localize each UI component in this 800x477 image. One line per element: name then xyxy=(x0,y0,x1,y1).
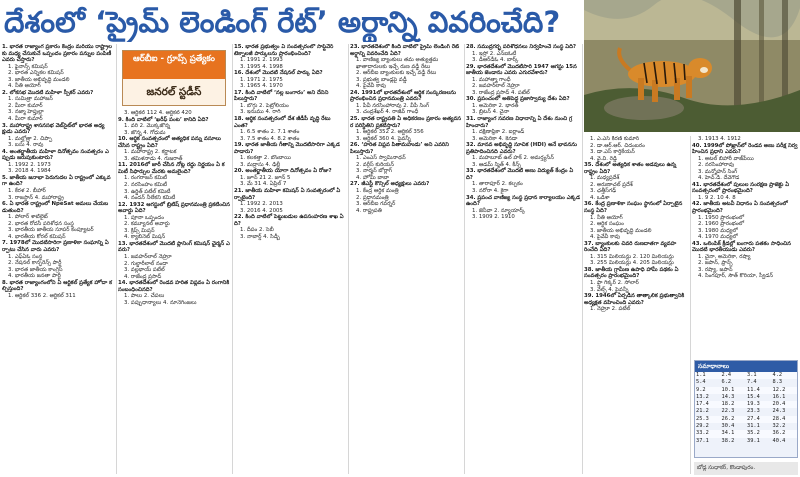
option-text: 1. ఎంఎస్ స్వామినాథన్ xyxy=(356,155,406,162)
option-text: 2. భారత ఎన్నికల కమిషన్ xyxy=(8,70,64,77)
question-text: 14. భారతదేశంలో రెండవ హరిత విప్లవం ఏ రంగానికి సంబంధించినది? xyxy=(118,280,230,293)
option-text: 3. మద్రాసు 4. ఢిల్లీ xyxy=(240,161,281,168)
question-text: 38. జాతీయ గ్రామీణ ఉపాధి హామీ పథకం ఏ సంవత్సరం ప్రారంభమైంది? xyxy=(584,266,679,280)
option-text: 1. 315 మిలియన్లు 2. 120 మిలియన్లు xyxy=(590,253,674,260)
option-text: 1. కేంద్ర ఆర్థిక మంత్రి xyxy=(356,188,399,195)
option-text: 1. ఫ్లా గిక్కర్ 2. సోలార్ xyxy=(590,280,639,287)
answer-cell: 29.2 xyxy=(696,423,709,430)
question-text: 42. జాతీయ అటవీ విధానం ఏ సంవత్సరంలో ప్రారంభమైంది? xyxy=(692,201,788,215)
option-text: 1. ఆర్టికల్ 336 2. ఆర్టికల్ 311 xyxy=(8,292,76,299)
answer-cell: 8.3 xyxy=(772,379,783,386)
answer-cell: 24.3 xyxy=(772,408,786,415)
answer-cell: 6.2 xyxy=(721,379,732,386)
answer-cell: 35.2 xyxy=(746,430,772,437)
question-text: 15. భారత ప్రభుత్వం ఏ సంవత్సరంలో సాఫ్ట్‌వేర్ టెక్నాలజీ పార్కులను ప్రారంభించింది? xyxy=(234,44,334,57)
question-text: 6. ఏ భారత రాష్ట్రంలో NpeSat అమలు చేయబడుతుంది? xyxy=(2,201,109,214)
option-text: 2. మీరా కుమార్ xyxy=(8,102,43,109)
answer-cell: 32.2 xyxy=(772,423,786,430)
option-text: 3. రాజేంద్ర ప్రసాద్ 4. పటేల్ xyxy=(472,89,530,96)
option-text: 2. నరసింహారావు xyxy=(698,162,735,169)
question-text: 20. అంతర్జాతీయ యోగా దినోత్సవం ఏ రోజు? xyxy=(234,168,332,175)
option-text: 3. 7.5 శాతం 4. 8.2 శాతం xyxy=(240,135,300,142)
option-text: 1. ఎ.ఎస్ కిరణ్ కుమార్ xyxy=(590,136,640,142)
option-text: 1. వాణిజ్య బ్యాంకులు తమ అత్యుత్తమ ఖాతాదారులకు ఇచ్చే రుణ వడ్డీ రేటు xyxy=(356,57,439,70)
option-text: 1. 1991 2. 1993 xyxy=(240,57,283,64)
option-text: 3. నార్మన్ బోర్లాగ్ xyxy=(356,168,393,175)
answer-row xyxy=(695,394,797,401)
option-text: 1. చైనా, అమెరికా, రష్యా xyxy=(698,253,751,260)
option-text: 2. వర్గీస్ కురియన్ xyxy=(356,161,394,168)
option-text: 1. ఇస్రో 2. ఎన్ఐఓటీ xyxy=(472,50,517,57)
option-text: 1. వరి 2. మొక్కజొన్న xyxy=(124,123,171,130)
question-text: 11. 2016లో జారీ చేసిన నోట్ల రద్దు నిర్ణయం ఏ కమిటీ సిఫార్సుల మేరకు అమలైంది? xyxy=(118,162,225,175)
question-column-3 xyxy=(234,44,346,475)
option-text: 4. రాష్ట్రపతి xyxy=(356,207,382,214)
option-text: 3. వేల్స్ 4. పైవన్నీ xyxy=(590,286,629,293)
option-text: 3. నాబార్డ్ 4. సిడ్బీ xyxy=(240,233,280,240)
option-text: 3. అమెరికా 4. కెనడా xyxy=(472,135,518,142)
answer-cell: 13.2 xyxy=(696,393,709,400)
option-text: 2. భారత రోదసీ పరిశోధన సంస్థ xyxy=(8,220,74,227)
option-text: 4. హెచ్.డి. దేవెగౌడ xyxy=(698,175,740,182)
answer-row xyxy=(695,430,797,437)
option-text: 4. భారతీయ జనతా పార్టీ xyxy=(8,273,61,280)
option-text: 2. 1960 ప్రారంభంలో xyxy=(698,221,745,228)
badge-subtitle: జనరల్ స్టడీస్ xyxy=(146,86,202,98)
option-text: 4. 1970 మధ్యలో xyxy=(698,234,738,241)
question-text: 30. ప్రపంచంలో అతిపెద్ద ప్రజాస్వామ్య దేశం ఏది? xyxy=(466,96,570,103)
answer-cell: 16.1 xyxy=(772,393,786,400)
answer-cell: 27.4 xyxy=(746,416,772,423)
answer-cell: 18.2 xyxy=(721,401,747,408)
option-text: 3. క్రిప్స్ మిషన్ xyxy=(124,227,155,234)
answer-row xyxy=(695,423,797,430)
question-text: 13. భారతదేశంలో మొదటి ప్లానింగ్ కమిషన్ ఛైర్మన్ ఎవరు? xyxy=(118,240,230,254)
answer-cell: 5.4 xyxy=(696,379,706,386)
answer-cell: 19.3 xyxy=(746,401,772,408)
option-text: 4. ఒడిశా xyxy=(590,194,610,201)
question-text: 41. భారతదేశంలో పులుల సంరక్షణ ప్రాజెక్టు ఏ సంవత్సరంలో ప్రారంభమైంది? xyxy=(692,181,790,195)
option-text: 2. డా.ఆర్.ఆర్. చిదంబరం xyxy=(590,142,645,149)
question-text: 22. కింది వాటిలో పెట్టుబడుల ఉపసంహరణ శాఖ ఏది? xyxy=(234,214,344,227)
answer-cell: 40.4 xyxy=(772,437,786,444)
answer-row xyxy=(695,387,797,394)
question-text: 27. జీఎస్టీ కౌన్సిల్ అధ్యక్షులు ఎవరు? xyxy=(350,181,430,188)
option-text: 3. బ్రిటన్ 4. చైనా xyxy=(472,109,510,116)
question-text: 33. భారతదేశంలో మొదటి అణు విద్యుత్ కేంద్రం ఏది? xyxy=(466,168,574,181)
option-text: 1. పూనా ఒప్పందం xyxy=(124,214,164,221)
answer-cell: 15.4 xyxy=(747,393,760,400)
question-text: 31. రాజ్యాంగ సవరణ విధానాన్ని ఏ దేశం నుంచి గ్రహించారు? xyxy=(466,116,573,129)
question-text: 40. 1999లో పోఖ్రాన్‌లో రెండవ అణు పరీక్ష నిర్వహించిన ప్రధాని ఎవరు? xyxy=(692,142,798,156)
option-text: 4. నీతి ఆయోగ్ xyxy=(8,83,41,90)
option-text: 3. ఉర్జిత్ పటేల్ కమిటీ xyxy=(124,188,171,195)
question-text: 2. లోకసభ మొదటి మహిళా స్పీకర్ ఎవరు? xyxy=(2,89,94,96)
option-text: 3. భారతీయ జాతీయ సూపర్ కంప్యూటర్ xyxy=(8,227,94,234)
question-text: 9. కింది వాటిలో ‘ఖరీఫ్ పంట’ కానిది ఏది? xyxy=(118,116,209,123)
answer-cell: 33.2 xyxy=(695,430,721,437)
question-text: 4. అంతర్జాతీయ మహిళా దినోత్సవం సంవత్సరం ఎప్పుడు జరుపుకుంటారు? xyxy=(2,148,109,162)
answer-cell: 1.1 xyxy=(695,372,721,379)
option-text: 3. ఇనుము 4. రాగి xyxy=(240,109,281,116)
option-text: 3. జాతీయ అభివృద్ధి మండలి xyxy=(590,227,652,234)
option-text: 3. జాతీయ అభివృద్ధి మండలి xyxy=(8,76,70,83)
answer-key-table xyxy=(695,372,797,445)
answer-key-box xyxy=(694,360,798,458)
option-text: 1. 9 2. 10 4. 8 xyxy=(698,194,736,201)
question-column-6 xyxy=(584,136,688,475)
answer-cell: 23.3 xyxy=(747,408,760,415)
option-text: 3. మే 31 4. ఏప్రిల్ 7 xyxy=(240,181,287,188)
option-text: 4. నందన్ నీలేకని కమిటీ xyxy=(124,195,176,202)
option-text: 3. రాజస్థాన్ 4. మహారాష్ట్ర xyxy=(8,194,64,201)
question-text: 26. ‘హరిత విప్లవ పితామహుడు’ అని ఎవరిని పిలుస్తారు? xyxy=(350,142,449,155)
answer-row xyxy=(695,401,797,408)
option-text: 3. నరోరా 4. కైగా xyxy=(472,188,509,195)
question-text: 8. భారత రాజ్యాంగంలోని ఏ ఆర్టికల్ ప్రత్యేక హోదా కల్పిస్తుంది? xyxy=(2,279,112,293)
option-text: 3. ప్రభుత్వ బాండ్లపై వడ్డీ xyxy=(356,76,407,83)
answer-cell: 30.4 xyxy=(721,423,735,430)
answer-cell: 12.2 xyxy=(772,387,798,394)
answer-cell: 36.2 xyxy=(772,430,798,437)
question-text: 25. భారత రాష్ట్రపతి ఏ అధికరణం ప్రకారం అత్యవసర పరిస్థితిని ప్రకటిస్తారు? xyxy=(350,116,462,129)
column-divider xyxy=(464,44,465,474)
answer-row xyxy=(695,416,797,423)
option-text: 3. ఆర్టికల్ 112 4. ఆర్టికల్ 420 xyxy=(124,110,192,116)
option-text: 2. ఆర్థిక సంఘం xyxy=(590,221,624,228)
page-headline: దేశంలో ‘ప్రైమ్ లెండింగ్ రేట్’ అర్థాన్ని వివరించేది? xyxy=(4,5,561,39)
option-text: 3. పప్పుధాన్యాలు 4. నూనెగింజలు xyxy=(124,299,197,306)
option-text: 1. దక్షిణాఫ్రికా 2. ఐర్లాండ్ xyxy=(472,129,525,136)
column-divider xyxy=(582,44,583,474)
option-text: 4. వై.వి. రెడ్డి xyxy=(590,155,617,162)
option-text: 3. 255 మిలియన్లు 4. 205 మిలియన్లు xyxy=(590,260,674,267)
option-text: 3. ఆడమ్ స్మిత్ 4. కీన్స్ xyxy=(472,161,521,168)
tiger-photo xyxy=(584,0,800,132)
option-text: 1. సుమిత్రా మహాజన్ xyxy=(8,96,53,103)
option-text: 1. ఫైనాన్స్ కమిషన్ xyxy=(8,63,48,70)
answer-cell: 10.1 xyxy=(721,387,747,394)
option-text: 3. 2016 4. 2005 xyxy=(240,207,283,214)
option-text: 1. అటల్ బిహారీ వాజ్‌పేయి xyxy=(698,155,754,162)
option-text: 3. బసు 4. రావు xyxy=(8,142,44,149)
question-text: 21. జాతీయ మహిళా కమిషన్ ఏ సంవత్సరంలో ఏర్పాటైంది? xyxy=(234,188,341,201)
option-text: 1. జవహర్‌లాల్ నెహ్రూ xyxy=(124,254,172,261)
column-divider xyxy=(348,44,349,474)
option-text: 1. నీతి ఆయోగ్ xyxy=(590,214,623,221)
answer-cell: 39.1 xyxy=(747,437,760,444)
option-text: 4. భారతీయ కోరల్ కమిషన్ xyxy=(8,233,66,240)
option-text: 4. పైవేవీ కావు xyxy=(590,234,620,241)
question-text: 36. కేంద్ర ప్రణాళికా సంఘం స్థానంలో ఏర్పాటైన సంస్థ ఏది? xyxy=(584,201,683,215)
option-text: 1. అమెరికా 2. భారత్ xyxy=(472,102,519,109)
answer-cell: 2.4 xyxy=(721,372,747,379)
question-text: 43. ఒలింపిక్ క్రీడల్లో బంగారు పతకం సాధించిన మొదటి భారతీయుడు ఎవరు? xyxy=(692,240,791,254)
column-divider xyxy=(690,136,691,474)
option-text: 1. తారాపూర్ 2. కల్పకం xyxy=(472,181,523,188)
answer-cell: 38.2 xyxy=(721,437,735,444)
option-text: 4. సింగపూర్, సౌత్ కొరియా, స్వీడన్ xyxy=(698,273,774,280)
option-text: 1. పీవీ నరసింహారావు 2. వీపీ సింగ్ xyxy=(356,102,430,109)
option-text: 1. పోలార్ శాటిలైట్ xyxy=(8,214,48,221)
option-text: 4. పైవేవీ కావు xyxy=(356,83,386,90)
question-text: 3. మహారాష్ట్ర శాసనసభ వెబ్‌సైట్‌లో భారత అధ్యక్షుడు ఎవరు? xyxy=(2,122,105,136)
option-text: 2. అరుణాచల్ ప్రదేశ్ xyxy=(590,181,633,188)
option-text: 2. కమ్యూనల్ అవార్డు xyxy=(124,221,170,228)
answer-cell: 31.1 xyxy=(747,423,760,430)
answer-cell: 7.4 xyxy=(747,379,757,386)
option-text: 1. నెహ్రూ 2. పటేల్ xyxy=(590,306,631,313)
answer-cell: 17.4 xyxy=(695,401,721,408)
question-text: 17. కింది వాటిలో ‘నల్ల బంగారం’ అని దేనిని పిలుస్తారు? xyxy=(234,89,329,103)
answer-cell: 4.2 xyxy=(772,372,798,379)
option-text: 3. 1913 4. 1912 xyxy=(698,136,741,142)
option-text: 3. ఆర్‌బీఐ గవర్నర్ xyxy=(356,201,396,208)
option-text: 3. 1909 2. 1910 xyxy=(472,214,515,221)
question-text: 34. ప్రపంచ వాణిజ్య సంస్థ ప్రధాన కార్యాలయం ఎక్కడ ఉంది? xyxy=(466,194,580,208)
option-text: 4. రాజేంద్ర ప్రసాద్ xyxy=(124,273,162,280)
question-text: 39. 1946లో ఏర్పడిన తాత్కాలిక ప్రభుత్వానికి అధ్యక్షత వహించింది ఎవరు? xyxy=(584,293,685,306)
question-text: 10. ఆర్థిక సంవత్సరంలో అత్యధిక పన్ను వసూలు చేసిన రాష్ట్రం ఏది? xyxy=(118,136,221,149)
answer-cell: 25.3 xyxy=(695,416,721,423)
column-divider xyxy=(232,44,233,474)
question-text: 7. 1978లో మొదటిసారిగా ప్రణాళికా సంఘాన్ని ఏర్పాటు చేసిన వారు ఎవరు? xyxy=(2,240,109,253)
option-text: 2. ప్రధానమంత్రి xyxy=(356,194,389,201)
option-text: 2. జవహర్‌లాల్ నెహ్రూ xyxy=(472,83,520,90)
question-column-2 xyxy=(118,110,230,475)
option-text: 3. తమిళనాడు 4. గుజరాత్ xyxy=(124,155,183,162)
option-text: 3. ఆర్టికల్ 360 4. పైవన్నీ xyxy=(356,135,411,142)
question-text: 12. 1932 ఆగస్టులో బ్రిటిష్ ప్రధానమంత్రి ప్రకటించిన అవార్డు ఏది? xyxy=(118,201,230,215)
option-text: 2. జపాన్, ఫ్రాన్స్ xyxy=(698,260,733,267)
option-text: 3. చంద్రశేఖర్ 4. రాజీవ్ గాంధీ xyxy=(356,109,419,116)
question-text: 19. భారత జాతీయ గీతాన్ని మొదటిసారిగా ఎక్కడ పాడారు? xyxy=(234,142,340,155)
option-text: 3. 1965 4. 1970 xyxy=(240,83,283,90)
option-text: 3. మన్మోహన్ సింగ్ xyxy=(698,168,738,175)
option-text: 2. ఆర్‌బీఐ బ్యాంకులకు ఇచ్చే వడ్డీ రేటు xyxy=(356,70,437,77)
option-text: 1. కలకత్తా 2. బొంబాయి xyxy=(240,155,291,162)
option-text: 3. నజ్మా హెప్తుల్లా xyxy=(8,109,44,116)
answer-cell: 14.3 xyxy=(721,393,735,400)
answer-cell: 37.1 xyxy=(696,437,709,444)
option-text: 1. 1950 ప్రారంభంలో xyxy=(698,214,745,221)
answer-cell: 20.4 xyxy=(772,401,798,408)
option-text: 1. 1992 2. 2013 xyxy=(240,201,283,208)
question-text: 16. దేశంలో మొదటి నేషనల్ పార్కు ఏది? xyxy=(234,70,323,77)
option-text: 1. మహబూబ్ ఉల్ హక్ 2. అమర్త్యసేన్ xyxy=(472,155,554,162)
option-text: 1. దీపం 2. సెబీ xyxy=(240,227,274,234)
question-column-5 xyxy=(466,44,580,475)
option-text: 1. జూన్ 21 2. జూన్ 5 xyxy=(240,174,291,181)
option-text: 1. కేరళ 2. బీహార్ xyxy=(8,188,46,195)
option-text: 1. మహారాష్ట్ర 2. కర్ణాటక xyxy=(124,149,177,156)
question-text: 28. సముద్రగర్భ పరిశోధనలు నిర్వహించే సంస్థ ఏది? xyxy=(466,44,577,50)
option-text: 1. 1992 2. 1973 xyxy=(8,161,51,168)
question-column-7 xyxy=(692,136,798,356)
option-text: 3. భారత జాతీయ కాంగ్రెస్ xyxy=(8,266,63,273)
option-text: 3. 2018 4. 1984 xyxy=(8,168,51,175)
question-column-1 xyxy=(2,44,114,475)
answer-cell: 9.2 xyxy=(695,387,721,394)
option-text: 3. రష్యా, జపాన్ xyxy=(698,266,733,273)
answer-cell: 3.1 xyxy=(746,372,772,379)
question-text: 23. భారతదేశంలో కింది వాటిలో ప్రైమ్ లెండింగ్ రేట్ అర్థాన్ని వివరించేది ఏది? xyxy=(350,44,460,57)
question-text: 1. భారత రాజ్యాంగ ప్రకారం కేంద్రం మరియు రాష్ట్రాలకు మధ్య చేసుకునే ఒప్పందం ప్రకారం పన్నుల పంపిణీ ఎవరు చేస్తారు? xyxy=(2,44,112,64)
option-text: 2. నేషనల్ కాన్ఫరెన్స్ పార్టీ xyxy=(8,260,62,267)
option-text: 1. మల్హోత్రా 2. చిప్పా xyxy=(8,135,53,142)
answer-cell: 28.4 xyxy=(772,416,798,423)
option-text: 1. బొగ్గు 2. పెట్రోలియం xyxy=(240,102,289,109)
option-text: 3. 1995 4. 1998 xyxy=(240,63,283,70)
author-byline: బోడ్ల సుధాకర్, కొండాపురం. xyxy=(694,462,798,475)
answer-cell: 21.2 xyxy=(696,408,709,415)
option-text: 3. డా.ఎస్ కార్తికేయన్ xyxy=(590,149,635,156)
option-text: 1. మధ్యప్రదేశ్ xyxy=(590,175,620,182)
question-text: 35. దేశంలో అత్యధిక శాతం అడవులు ఉన్న రాష్ట్రం ఏది? xyxy=(584,162,677,175)
question-text: 37. బ్యాంకులకు చివరి రుణదాతగా వ్యవహరించేది ఏది? xyxy=(584,240,677,254)
answer-cell: 26.2 xyxy=(721,416,747,423)
answer-cell: 22.3 xyxy=(721,408,735,415)
question-text: 29. భారతదేశంలో మొదటిసారి 1947 ఆగస్టు 15న జాతీయ జెండాను ఎవరు ఎగురవేశారు? xyxy=(466,63,577,77)
option-text: 2. గుల్జారీలాల్ నందా xyxy=(124,260,169,267)
question-text: 18. ఆర్థిక సంవత్సరంలో దేశ జీడీపీ వృద్ధి రేటు ఎంత? xyxy=(234,116,331,129)
option-text: 3. జొన్న 4. గోధుమ xyxy=(124,129,166,136)
answer-row xyxy=(695,438,797,445)
option-text: 1. 1971 2. 1975 xyxy=(240,76,283,83)
section-badge xyxy=(122,50,226,106)
answer-key-title: సమాధానాలు xyxy=(695,361,797,372)
option-text: 4. హోమీ బాబా xyxy=(356,174,390,181)
badge-title: ఆర్‌బీఐ - గ్రూప్స్ ప్రత్యేకం xyxy=(123,51,225,79)
option-text: 1. 6.5 శాతం 2. 7.1 శాతం xyxy=(240,129,300,136)
answer-row xyxy=(695,372,797,379)
option-text: 4. మీరా కుమార్ xyxy=(8,116,43,123)
option-text: 3. 1980 మధ్యలో xyxy=(698,227,738,234)
column-divider xyxy=(116,44,117,474)
answer-row xyxy=(695,408,797,415)
question-text: 24. 1991లో భారతదేశంలో ఆర్థిక సంస్కరణలను ప్రారంభించిన ప్రధానమంత్రి ఎవరు? xyxy=(350,89,456,103)
option-text: 1. రంగరాజన్ కమిటీ xyxy=(124,175,168,182)
answer-cell: 34.1 xyxy=(721,430,747,437)
answer-cell: 11.4 xyxy=(746,387,772,394)
option-text: 3. డీఆర్‌డీఓ 4. బార్క్ xyxy=(472,57,519,64)
question-text: 32. మానవ అభివృద్ధి సూచిక (HDI) అనే భావనను ప్రతిపాదించినది ఎవరు? xyxy=(466,142,577,155)
option-text: 1. పాలు 2. చేపలు xyxy=(124,293,165,300)
answer-row xyxy=(695,379,797,386)
option-text: 3. ఛత్తీస్‌గఢ్ xyxy=(590,188,617,195)
option-text: 4. క్యాబినెట్ మిషన్ xyxy=(124,234,166,241)
option-text: 1. ఆర్టికల్ 352 2. ఆర్టికల్ 356 xyxy=(356,129,424,136)
option-text: 1. ఎఫ్ఏఓ సంస్థ xyxy=(8,253,43,260)
option-text: 1. మహాత్మా గాంధీ xyxy=(472,76,511,83)
option-text: 1. జెనీవా 2. న్యూయార్క్ xyxy=(472,207,526,214)
option-text: 2. నరసింహం కమిటీ xyxy=(124,182,167,189)
question-text: 5. జాతీయ జనాభా పెరుగుదల ఏ రాష్ట్రంలో ఎక్కువగా ఉంది? xyxy=(2,174,111,188)
option-text: 3. వల్లభాయ్ పటేల్ xyxy=(124,267,165,274)
question-column-4 xyxy=(350,44,462,475)
